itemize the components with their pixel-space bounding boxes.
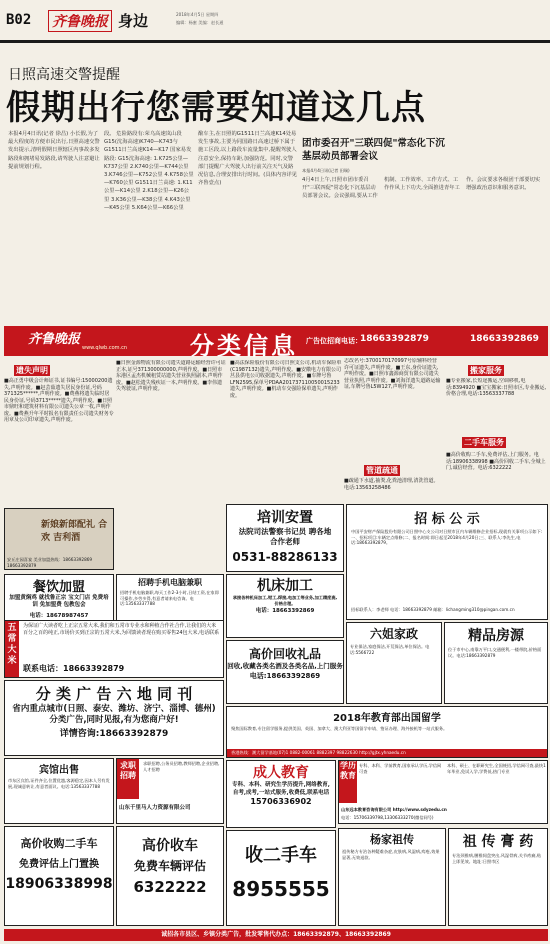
catering-text: 加盟黄焖鸡 就找鲁正宗 宝文门店 免费培训 免加盟费 包教包会 [9, 595, 109, 608]
used-car-title: 二手车服务 [464, 438, 504, 447]
property-ad [444, 622, 548, 704]
adult-edu-ad [226, 760, 336, 828]
drain-service-title: 管道疏通 [366, 466, 398, 475]
adult-edu-text: 专科、本科、研究生学历提升,网络教育,自考,成考,一站式服务,收费低,联系电话 [232, 782, 330, 796]
classified-col4 [344, 358, 442, 506]
recruit-title: 招聘手机电脑兼职 [138, 578, 202, 587]
folk-remedy-title: 杨家祖传 [370, 833, 414, 846]
training-phone: 0531-88286133 [232, 550, 338, 564]
adult-edu-phone: 15706336902 [250, 797, 312, 806]
header-rule [0, 40, 550, 43]
hotel-sale-ad [4, 758, 114, 824]
degree-edu-company: 山东远本教育咨询有限公司 http://www.sdyzedu.cn [341, 807, 447, 812]
recruit-text: 招聘手机电脑兼职,每天工作2-3小时,日结工资,在家即可操作,多劳多得,有意者请来电咨询。电话:13563337788 [120, 590, 219, 607]
machining-title: 机床加工 [257, 578, 313, 594]
housekeeping-text: 专业保洁,家庭保洁,开荒保洁,单位保洁。电话:5566722 [350, 644, 430, 655]
job-text: 求职招聘,公务员招聘,教师招聘,企业招聘,人才招聘 [143, 761, 220, 772]
plaster-text: 专治颈椎病,腰椎间盘突出,风湿骨病,关节疼痛,贴上即见效。地址:日照市区 [452, 853, 542, 864]
car-buy-ad [116, 826, 224, 926]
wedding-ad-sub: 安丘庄园喜宴 美业加盟热线：18663392869 18663392879 [7, 557, 93, 568]
degree-edu-phone: 电话：15706339798,13306333270(微信同号) [341, 815, 434, 820]
study-abroad-text: 聚焦国际教育,专注留学服务,提供美国、英国、加拿大、澳大利亚等国留学申请、签证办理、海外接机等一站式服务。 [231, 726, 448, 731]
six-city-ad [4, 680, 224, 756]
machining-ad [226, 574, 344, 638]
housekeeping-ad [346, 622, 442, 704]
newspaper-logo: 齐鲁晚报 [48, 10, 112, 32]
rice-ad [4, 620, 224, 678]
folk-remedy-ad [338, 828, 446, 926]
used-car-buy-text: 免费评估上门置换 [19, 859, 99, 870]
tender-notice [346, 504, 548, 620]
tender-title: 招 标 公 示 [414, 512, 480, 527]
job-ad [116, 758, 224, 824]
study-abroad-ad [226, 706, 548, 758]
degree-edu-text2: 本科、硕士、在职研究生,全国统招,学信网可查,最快1年毕业,免试入学,学费低,热门专业 [447, 763, 546, 774]
six-city-phone: 详情咨询:18663392879 [59, 729, 169, 739]
catering-title: 餐饮加盟 [32, 580, 85, 595]
moving-text: ■专业搬家,长短途搬运,空调移机,电话:8394920 ■宝宝搬家:日照市区,专业搬运,价格合理,电话:13563337788 [446, 378, 547, 397]
article-headline: 假期出行您需要知道这几点 [6, 88, 426, 128]
plaster-ad [448, 828, 548, 926]
side-article-body: 4月4日上午,日照市团市委召开"三联四促"常态化下沉基层动员部署会议。会议强调,要从工作机制、工作效率、工作方式、工作作风上下功夫,全面推进青年工作。会议要求各级团干部要切实增强政治意识和服务意识。 [302, 177, 541, 200]
banner-url: www.qlwb.com.cn [82, 345, 127, 351]
degree-edu-title: 学历教育 [339, 761, 357, 803]
banner-hotline-label: 广告位招商电话： [306, 337, 362, 345]
used-car-buy-phone: 18906338998 [5, 876, 113, 892]
gift-recycle-title: 高价回收礼品 [248, 647, 321, 661]
job-company: 山东千里马人力资源有限公司 [119, 805, 191, 811]
wedding-ad-title: 新娘新郎配礼 合欢 吉利酒 [41, 520, 108, 543]
article-kicker: 日照高速交警提醒 [8, 67, 120, 83]
machining-text: 承接各种机床加工,钳工,焊接,电加工等业务,加工精度高,价格合理。 [232, 595, 338, 606]
gift-recycle-phone: 电话:18663392869 [249, 672, 321, 680]
rice-text: 为保证广大读者吃上正宗五常大米,我们和五常市专业水和种植合作社合作,让我们的大米百分之百的纯正,市场价买到正宗的五常大米,为回馈读者现在购买零售24包大米,电话联系 [23, 623, 220, 636]
article-col3: 酿车主,在日照的G1511日兰高速K14处易发生事故,主要为同国路日高速过桥下属于施工区段,以上路段车流量集中,提醒驾驶人注意安全,保持车距,加强防范。同时,交警部门提醒广大驾驶人出行前关注天气及路况信息,合理安排出行时间。(具体内容详见齐鲁壹点) [198, 131, 298, 187]
housekeeping-title: 六姐家政 [369, 627, 418, 641]
section-name: 身边 [118, 12, 149, 30]
training-title: 培训安置 [257, 510, 313, 526]
car-buy-text: 免费车辆评估 [133, 859, 206, 873]
drain-service-text: ■疏通下水道,抽粪,化粪池清理,清洗管道。电话:13563258486 [344, 478, 439, 491]
used-car-text: ■高价收购二手车,免费评估,上门服务。电话:18906338998 ■高价回收二手车,全城上门,诚信经营。电话:6322222 [446, 452, 546, 471]
degree-edu-ad [338, 760, 548, 824]
wedding-ad [4, 508, 114, 570]
used-car-buy-title: 高价收购二手车 [20, 837, 98, 850]
lost-notice-title: 遗失声明 [16, 366, 48, 375]
car-collect-ad [226, 830, 336, 926]
page-header [0, 0, 550, 40]
car-collect-title: 收二手车 [245, 845, 317, 866]
degree-edu-text: 专科、本科、学前教育,国家承认学历,学信网可查 [359, 763, 442, 774]
side-article-title: 团市委召开"三联四促"常态化下沉基层动员部署会议 [302, 138, 445, 162]
rice-title: 五常大米 [5, 621, 19, 677]
banner-title: 分类信息 [190, 332, 298, 360]
gift-recycle-text: 回收,收藏各类名酒及各类名品,上门服务 [227, 662, 343, 670]
study-abroad-phone: 香港热线：潮大留学基地(07)1 0882-00061 8882397 98822630 http://gjtx.yhnaedu.cn [227, 749, 547, 757]
side-article-byline: 本报4月4日讯(记者 田瑞) [302, 168, 350, 173]
tender-contact: 招标联系人：李老师 电话：18663392879 邮箱：lichangming310@pingan.com.cn [351, 607, 515, 612]
used-car-buy-ad [4, 826, 114, 926]
banner-logo: 齐鲁晚报 [28, 332, 81, 347]
hotel-sale-text: 市东区宾馆,证件齐全,位置优越,客源稳定,因本人另有发展,现诚意转让,有意者面议。电话:13563337788 [8, 778, 110, 789]
car-collect-phone: 8955555 [232, 877, 330, 901]
col4-text: 志改名号:3700170170997号原辅料经营许可证遗失,声明作废。■王东,身份证遗失,声明作废。■日照市鑫源商贸有限公司遗失营业执照,声明作废。■刘海洋遗失道路运输证,车牌号鲁L5W127,声明作废。 [344, 358, 441, 390]
catering-phone: 电话：18678987457 [29, 613, 89, 619]
banner-phone2: 18663392869 [470, 334, 539, 344]
classified-col2: ■日照金源物流有限公司遗失道路运输经营许可证正本,证号371300000000,声明作废。■日照市东港区孟杰机械租赁站遗失营业执照副本,声明作废。■赵松遗失残疾证一本,声明作废。■李伟遗失驾驶证,声明作废。 [116, 360, 226, 392]
six-city-text: 省内重点城市(日照、泰安、潍坊、济宁、淄博、德州)分类广告,同时见报,有为您商户好! [12, 704, 216, 725]
page-number: B02 [6, 12, 32, 28]
classified-col3: ■高法保险股份有限公司日照支公司,机动车保险单(C1987132)遗失,声明作废。■安徽电力有限公司莒县供电公司收据遗失,声明作废。■车牌号鲁LFN2595,保单号PDAA201737110050015233遗失,声明作废。■机动车交强险保单遗失,声明作废。 [230, 360, 342, 399]
gift-recycle-ad [226, 640, 344, 704]
plaster-title: 祖 传 膏 药 [462, 834, 534, 850]
car-buy-phone: 6322222 [133, 878, 207, 896]
lost-notice-text: ■高正勇中级会计师证书,证书编号:15000200遗失,声明作废。■赵芸茹遗失居民身份证,号码371325******,声明作废。■费燕将遗失临时居民身份证,号码3713*****遗失,声明作废。■日照市鼎旺和建筑材料有限公司遗失公章一枚,声明作废。■费燕升年平时报名有限责任公司遗失财务专用章及公司印章遗失,声明作废。 [4, 378, 114, 423]
classified-footer: 诚招各市县区、乡镇分类广告，批发零售代办点：18663392879、18663392869 [4, 929, 548, 941]
classified-banner [4, 326, 548, 360]
issue-date: 2018年4月5日 星期四 [176, 12, 219, 17]
banner-phone1: 18663392879 [360, 334, 429, 344]
study-abroad-title: 2018年教育部出国留学 [333, 713, 441, 724]
six-city-title: 分 类 广 告 六 地 同 刊 [35, 685, 193, 703]
rice-phone: 联系电话：18663392879 [23, 664, 125, 673]
car-buy-title: 高价收车 [142, 838, 198, 854]
training-ad [226, 504, 344, 572]
moving-title: 搬家服务 [470, 366, 502, 375]
classified-col5 [446, 358, 548, 506]
classified-col1 [4, 358, 114, 506]
property-text: 位于市中心,南靠万平口,交通便利,一楼带院,价格面议。电话:18663392879 [448, 647, 542, 658]
editor-line: 编辑：杨蜜 美编：赵长通 [176, 20, 224, 25]
machining-phone: 电话：18663392869 [255, 608, 315, 615]
hotel-sale-title: 宾馆出售 [39, 765, 79, 776]
article-col2: 段。 危险路段有:荣乌高速岚山段G15(沈海高速)K740—K743与G1511日兰高速K14—K17 国家易发路段: G15沈海高速: 1.K725公里—K737公里 2.K740公里—K744公里 3.K746公里—K752公里 4.K758公里—K760公里 G1511日兰高速: 1.K11公里—K14公里 2.K18公里—K26公里 3.K36公里—K38公里 4.K43公里—K45公里 5.K64公里—K66公里 [104, 131, 194, 211]
adult-edu-title: 成人教育 [253, 765, 309, 781]
training-sub: 法院司法警察书记员 聘各地合作老师 [238, 527, 332, 546]
job-title: 求职招聘 [117, 759, 139, 799]
tender-text: 中国平安财产保险股份有限公司日照中心支公司对日照市区内车辆维修企业招标,现就有关事项公示如下:一、招标项目:车辆定点维修;二、报名时间:即日起至2018年4月20日;三、联系人:李先生,电话:18663392879。 [351, 529, 543, 546]
folk-remedy-text: 祖传秘方专治各种疑难杂症,皮肤病,风湿病,痔疮,效果显著,无效退款。 [342, 849, 440, 860]
article-col1: 本报4月4日讯(记者 徐昌) 小长假,为了最大程度的方便市民出行,日照高速交警发出提示,清明假期日照辖区内事故多发路段和拥堵易发路段,请驾驶人注意避让提前规划行程。 [8, 131, 100, 170]
property-title: 精品房源 [468, 628, 524, 644]
